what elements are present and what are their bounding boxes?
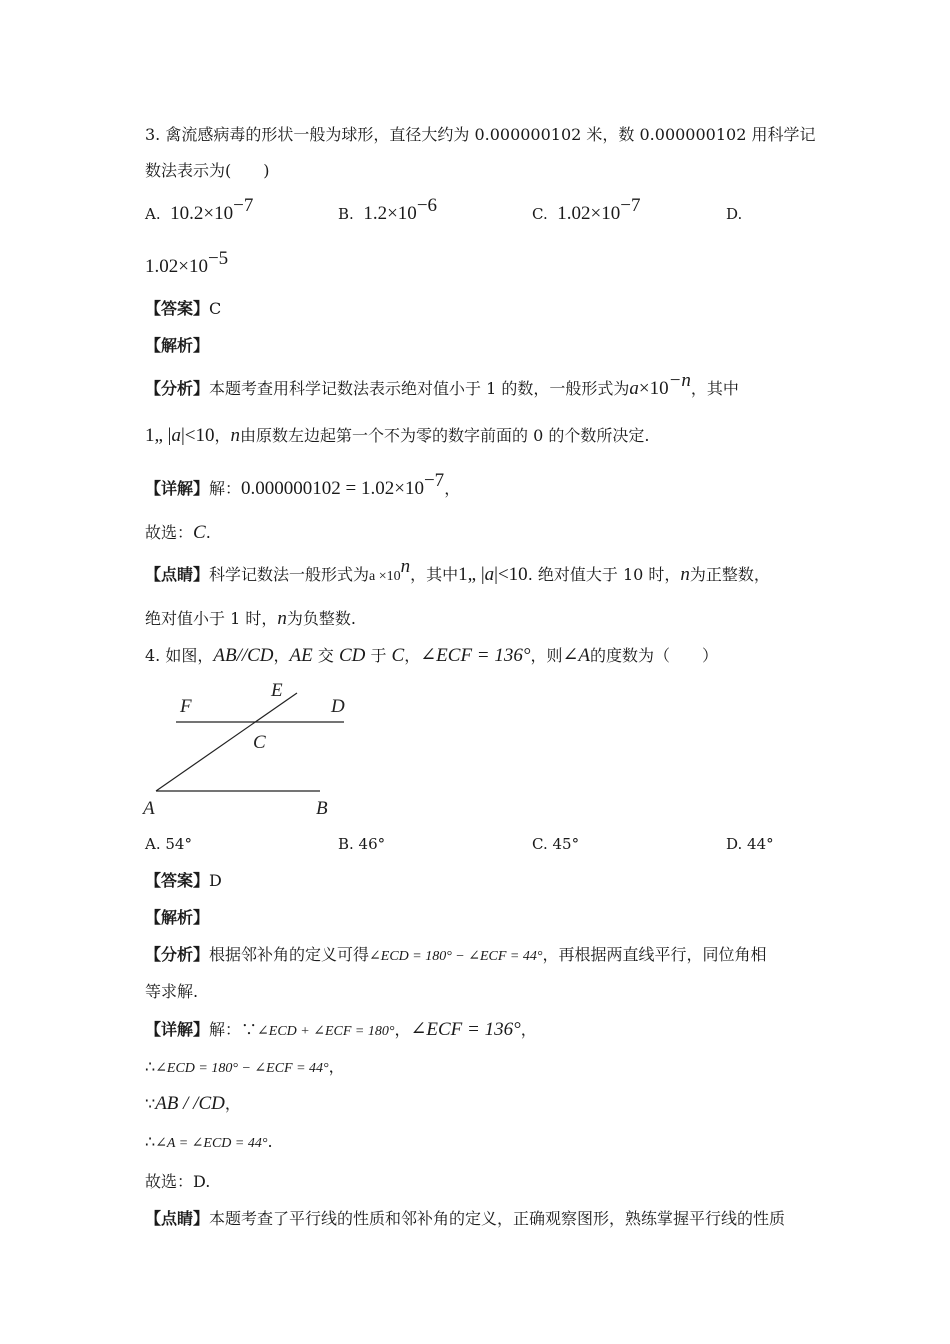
q4-option-c: C. 45° (532, 835, 580, 853)
stem-c: C (391, 645, 405, 666)
stem-angle-a: ∠A (562, 645, 591, 666)
q3-option-a (145, 195, 254, 225)
comment-text: 为负整数. (286, 609, 356, 628)
stem-text: ，则 (530, 646, 563, 665)
step-formula: ∠A = ∠ECD = 44° (155, 1136, 268, 1151)
comment-text: 为正整数， (689, 565, 770, 584)
condition-a: a (171, 425, 181, 446)
detail-formula: ∠ECD + ∠ECF = 180° (257, 1024, 395, 1039)
label-b: B (316, 798, 328, 819)
detail-text: 解： (209, 479, 242, 498)
choose-end: . (205, 523, 211, 542)
variable-n: n (230, 425, 241, 446)
fenxi-text: 根据邻补角的定义可得 (209, 945, 370, 964)
fenxi-tag: 【分析】 (145, 379, 210, 398)
q3-detail (145, 470, 810, 500)
stem-parallel: AB//CD (213, 645, 274, 666)
option-value: 10.2×10 (170, 203, 234, 224)
comment-tag: 【点睛】 (145, 565, 210, 584)
condition-lower: 1„ | (458, 564, 485, 585)
option-exponent: −5 (207, 248, 229, 269)
comment-text: 绝对值小于 1 时， (145, 609, 278, 628)
detail-exponent: −7 (423, 470, 445, 491)
option-exponent: −7 (620, 195, 641, 216)
q4-comment (145, 1208, 810, 1230)
answer-tag: 【答案】 (145, 299, 210, 318)
comment-text: ，其中 (410, 565, 459, 584)
condition-a: a (484, 564, 495, 585)
fenxi-text: 本题考查用科学记数法表示绝对值小于 1 的数，一般形式为 (209, 379, 630, 398)
formula-times: ×10 (638, 378, 669, 399)
variable-n: n (277, 608, 287, 629)
answer-value: D (209, 871, 222, 890)
comment-exponent: n (400, 556, 411, 577)
comment-text: . 绝对值大于 10 时， (527, 565, 681, 584)
formula-a: a (629, 378, 639, 399)
option-label: B. (338, 205, 354, 223)
q4-option-b: B. 46° (338, 835, 386, 853)
q3-stem-line1: 3. 禽流感病毒的形状一般为球形，直径大约为 0.000000102 米，数 0.000000102 用科学记 (145, 125, 816, 144)
option-value: 1.02×10 (145, 256, 208, 277)
condition-upper: |<10 (494, 564, 528, 585)
step-formula: AB / /CD (155, 1093, 225, 1114)
step-end: . (267, 1132, 273, 1151)
label-a: A (143, 798, 155, 819)
q3-option-d (145, 248, 229, 278)
detail-sep: ， (394, 1020, 411, 1039)
q3-choose (145, 522, 810, 544)
stem-cd: CD (338, 645, 366, 666)
q3-option-c (532, 195, 641, 225)
label-c: C (253, 732, 266, 753)
q4-stem (145, 645, 810, 667)
stem-angle: ∠ECF = 136° (420, 645, 531, 666)
comment-text: 科学记数法一般形式为 (209, 565, 370, 584)
q3-option-b (338, 195, 438, 225)
stem-sep: ， (273, 646, 290, 665)
option-label: A. (145, 205, 161, 223)
step-end: ， (328, 1057, 345, 1076)
label-e: E (271, 680, 283, 701)
step-end: ， (224, 1094, 241, 1113)
q4-detail-line2 (145, 1056, 810, 1080)
q3-comment-line1 (145, 556, 810, 588)
comment-formula: a ×10 (369, 569, 401, 584)
detail-text: 解：∵ (209, 1020, 258, 1039)
step-formula: ∠ECD = 180° − ∠ECF = 44° (155, 1061, 329, 1076)
q4-option-d: D. 44° (726, 835, 774, 853)
option-exponent: −6 (416, 195, 438, 216)
comment-tag: 【点睛】 (145, 1209, 210, 1228)
q3-analysis-heading: 【解析】 (145, 336, 210, 355)
detail-formula: 0.000000102 = 1.02×10 (241, 478, 424, 499)
fenxi-formula: ∠ECD = 180° − ∠ECF = 44° (369, 949, 543, 964)
fenxi-tag: 【分析】 (145, 945, 210, 964)
q3-comment-line2 (145, 608, 810, 630)
q3-fenxi-line1 (145, 370, 810, 400)
q3-option-d-label: D. (726, 205, 743, 223)
stem-ae: AE (289, 645, 313, 666)
detail-end: ， (444, 479, 461, 498)
line-ae (156, 693, 297, 791)
comment-text: 本题考查了平行线的性质和邻补角的定义，正确观察图形，熟练掌握平行线的性质 (209, 1209, 786, 1228)
therefore-symbol: ∴ (145, 1132, 156, 1151)
q4-analysis-heading: 【解析】 (145, 908, 210, 927)
stem-text: 4. 如图， (145, 646, 214, 665)
stem-sep: ， (404, 646, 421, 665)
condition-lower: 1„ | (145, 425, 172, 446)
answer-value: C (209, 299, 222, 318)
q3-answer (145, 298, 810, 320)
q4-fenxi-line2: 等求解. (145, 982, 199, 1001)
fenxi-text-end: ，其中 (690, 379, 739, 398)
q4-option-a: A. 54° (145, 835, 192, 853)
q3-stem-line2: 数法表示为( ) (145, 161, 270, 180)
therefore-symbol: ∴ (145, 1057, 156, 1076)
q4-fenxi-line1 (145, 944, 810, 968)
geometry-figure (140, 678, 360, 820)
choose-text: 故选： (145, 523, 194, 542)
detail-formula: ∠ECF = 136° (410, 1019, 521, 1040)
option-label: C. (532, 205, 548, 223)
fenxi-text: ，再根据两直线平行，同位角相 (542, 945, 767, 964)
choose-answer: C (193, 522, 206, 543)
label-d: D (331, 696, 345, 717)
stem-text: 交 (312, 646, 339, 665)
q3-fenxi-line2: 1„ |a|<10，n由原数左边起第一个不为零的数字前面的 0 的个数所决定. (145, 425, 650, 446)
label-f: F (180, 696, 192, 717)
fenxi-text: 由原数左边起第一个不为零的数字前面的 0 的个数所决定. (240, 426, 650, 445)
q4-detail-line4 (145, 1131, 810, 1155)
condition-upper: |<10 (181, 425, 215, 446)
q4-answer (145, 870, 810, 892)
option-exponent: −7 (233, 195, 254, 216)
variable-n: n (680, 564, 690, 585)
detail-tag: 【详解】 (145, 479, 210, 498)
q4-detail-line1 (145, 1019, 810, 1043)
option-value: 1.2×10 (363, 203, 417, 224)
answer-tag: 【答案】 (145, 871, 210, 890)
detail-end: ， (520, 1020, 537, 1039)
detail-tag: 【详解】 (145, 1020, 210, 1039)
stem-text: 于 (365, 646, 392, 665)
stem-text: 的度数为（ ） (590, 646, 719, 665)
because-symbol: ∵ (145, 1094, 156, 1113)
formula-exponent: −n (668, 370, 691, 391)
q4-choose: 故选：D. (145, 1172, 211, 1191)
q4-detail-line3 (145, 1093, 810, 1115)
option-value: 1.02×10 (557, 203, 621, 224)
